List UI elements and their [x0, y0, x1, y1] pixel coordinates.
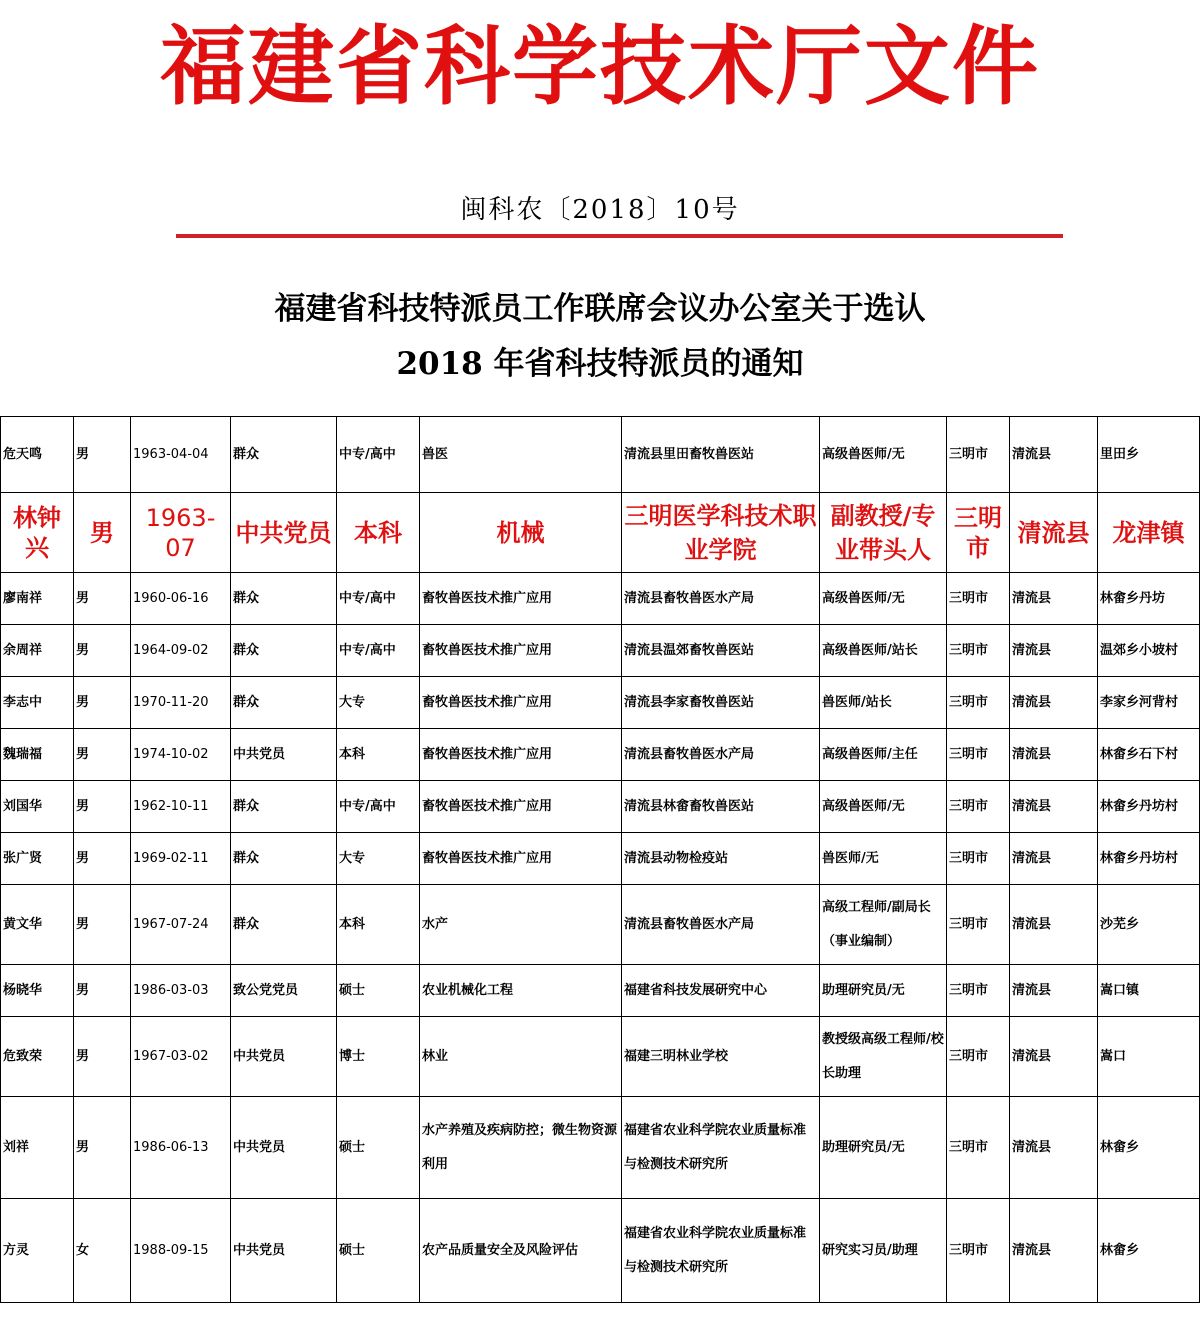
cell-town: 沙芜乡: [1098, 885, 1200, 965]
cell-town: 林畲乡: [1098, 1199, 1200, 1303]
cell-city: 三明市: [947, 573, 1010, 625]
cell-unit: 福建三明林业学校: [622, 1017, 820, 1097]
cell-city: 三明市: [947, 417, 1010, 493]
cell-birth: 1962-10-11: [131, 781, 231, 833]
table-row: [1, 885, 1200, 965]
cell-title: 兽医师/无: [820, 833, 947, 885]
table-row: [1, 833, 1200, 885]
cell-town: 嵩口镇: [1098, 965, 1200, 1017]
cell-specialty: 畜牧兽医技术推广应用: [420, 833, 622, 885]
cell-town: 里田乡: [1098, 417, 1200, 493]
red-divider-line: [176, 234, 1063, 238]
table-row: [1, 1199, 1200, 1303]
cell-county: 清流县: [1010, 1199, 1098, 1303]
cell-city: 三明市: [947, 625, 1010, 677]
specialist-roster-table: [0, 416, 1200, 1303]
cell-political: 中共党员: [231, 1199, 337, 1303]
cell-city: 三明市: [947, 885, 1010, 965]
cell-unit: 清流县动物检疫站: [622, 833, 820, 885]
cell-county: 清流县: [1010, 1097, 1098, 1199]
cell-specialty: 畜牧兽医技术推广应用: [420, 573, 622, 625]
table-row: [1, 573, 1200, 625]
cell-city: 三明市: [947, 965, 1010, 1017]
cell-title: 高级兽医师/站长: [820, 625, 947, 677]
cell-specialty: 兽医: [420, 417, 622, 493]
cell-political: 群众: [231, 781, 337, 833]
cell-county: 清流县: [1010, 1017, 1098, 1097]
cell-title: 高级兽医师/无: [820, 573, 947, 625]
cell-name: 李志中: [1, 677, 74, 729]
cell-county: 清流县: [1010, 781, 1098, 833]
table-row: [1, 1017, 1200, 1097]
cell-political: 中共党员: [231, 729, 337, 781]
cell-town: 嵩口: [1098, 1017, 1200, 1097]
cell-unit: 清流县畜牧兽医水产局: [622, 885, 820, 965]
cell-education: 大专: [337, 677, 420, 729]
cell-specialty: 畜牧兽医技术推广应用: [420, 781, 622, 833]
cell-city: 三明市: [947, 677, 1010, 729]
cell-specialty: 机械: [420, 493, 622, 573]
cell-birth: 1960-06-16: [131, 573, 231, 625]
cell-town: 温郊乡小坡村: [1098, 625, 1200, 677]
table-row: [1, 625, 1200, 677]
cell-title: 高级兽医师/无: [820, 417, 947, 493]
cell-city: 三明市: [947, 1199, 1010, 1303]
document-number: 闽科农〔2018〕10号: [460, 195, 740, 225]
cell-gender: 男: [74, 965, 131, 1017]
cell-birth: 1969-02-11: [131, 833, 231, 885]
table-row: [1, 493, 1200, 573]
cell-name: 危天鸣: [1, 417, 74, 493]
cell-city: 三明市: [947, 1097, 1010, 1199]
cell-name: 魏瑞福: [1, 729, 74, 781]
cell-town: 林畲乡丹坊: [1098, 573, 1200, 625]
cell-county: 清流县: [1010, 573, 1098, 625]
notice-title: [0, 282, 1200, 392]
cell-unit: 清流县林畲畜牧兽医站: [622, 781, 820, 833]
cell-name: 危致荣: [1, 1017, 74, 1097]
cell-education: 本科: [337, 729, 420, 781]
cell-gender: 男: [74, 729, 131, 781]
cell-town: 林畲乡: [1098, 1097, 1200, 1199]
cell-title: 助理研究员/无: [820, 1097, 947, 1199]
cell-city: 三明市: [947, 833, 1010, 885]
cell-county: 清流县: [1010, 417, 1098, 493]
cell-gender: 男: [74, 833, 131, 885]
cell-birth: 1963-04-04: [131, 417, 231, 493]
cell-education: 中专/高中: [337, 573, 420, 625]
cell-city: 三明市: [947, 493, 1010, 573]
table-row: [1, 965, 1200, 1017]
cell-unit: 清流县李家畜牧兽医站: [622, 677, 820, 729]
cell-gender: 男: [74, 1017, 131, 1097]
cell-town: 龙津镇: [1098, 493, 1200, 573]
cell-education: 硕士: [337, 1097, 420, 1199]
cell-name: 杨晓华: [1, 965, 74, 1017]
cell-county: 清流县: [1010, 885, 1098, 965]
cell-name: 张广贤: [1, 833, 74, 885]
table-row: [1, 417, 1200, 493]
table-row: [1, 729, 1200, 781]
notice-title-line-1: 福建省科技特派员工作联席会议办公室关于选认: [274, 291, 926, 327]
cell-name: 方灵: [1, 1199, 74, 1303]
cell-title: 教授级高级工程师/校长助理: [820, 1017, 947, 1097]
cell-title: 研究实习员/助理: [820, 1199, 947, 1303]
cell-birth: 1967-03-02: [131, 1017, 231, 1097]
notice-title-line-2: 2018 年省科技特派员的通知: [396, 346, 804, 382]
cell-county: 清流县: [1010, 729, 1098, 781]
cell-specialty: 畜牧兽医技术推广应用: [420, 625, 622, 677]
cell-education: 大专: [337, 833, 420, 885]
cell-specialty: 畜牧兽医技术推广应用: [420, 677, 622, 729]
cell-political: 中共党员: [231, 1017, 337, 1097]
cell-political: 中共党员: [231, 1097, 337, 1199]
cell-political: 群众: [231, 833, 337, 885]
cell-unit: 清流县温郊畜牧兽医站: [622, 625, 820, 677]
cell-unit: 福建省科技发展研究中心: [622, 965, 820, 1017]
cell-birth: 1963-07: [131, 493, 231, 573]
cell-town: 李家乡河背村: [1098, 677, 1200, 729]
cell-gender: 男: [74, 885, 131, 965]
cell-title: 高级工程师/副局长（事业编制）: [820, 885, 947, 965]
cell-county: 清流县: [1010, 625, 1098, 677]
cell-name: 刘国华: [1, 781, 74, 833]
cell-political: 群众: [231, 417, 337, 493]
table-row: [1, 677, 1200, 729]
cell-name: 林钟兴: [1, 493, 74, 573]
cell-unit: 清流县里田畜牧兽医站: [622, 417, 820, 493]
cell-birth: 1988-09-15: [131, 1199, 231, 1303]
cell-birth: 1986-06-13: [131, 1097, 231, 1199]
cell-specialty: 农业机械化工程: [420, 965, 622, 1017]
cell-gender: 男: [74, 493, 131, 573]
cell-name: 黄文华: [1, 885, 74, 965]
cell-name: 余周祥: [1, 625, 74, 677]
cell-political: 群众: [231, 573, 337, 625]
cell-specialty: 水产: [420, 885, 622, 965]
cell-gender: 男: [74, 677, 131, 729]
cell-specialty: 水产养殖及疾病防控；微生物资源利用: [420, 1097, 622, 1199]
cell-unit: 福建省农业科学院农业质量标准与检测技术研究所: [622, 1097, 820, 1199]
cell-birth: 1970-11-20: [131, 677, 231, 729]
cell-title: 高级兽医师/无: [820, 781, 947, 833]
cell-gender: 男: [74, 1097, 131, 1199]
cell-political: 群众: [231, 677, 337, 729]
cell-political: 致公党党员: [231, 965, 337, 1017]
cell-political: 中共党员: [231, 493, 337, 573]
cell-unit: 清流县畜牧兽医水产局: [622, 729, 820, 781]
cell-specialty: 畜牧兽医技术推广应用: [420, 729, 622, 781]
cell-education: 中专/高中: [337, 625, 420, 677]
cell-education: 本科: [337, 885, 420, 965]
cell-town: 林畲乡丹坊村: [1098, 781, 1200, 833]
cell-unit: 三明医学科技术职业学院: [622, 493, 820, 573]
cell-birth: 1974-10-02: [131, 729, 231, 781]
cell-unit: 福建省农业科学院农业质量标准与检测技术研究所: [622, 1199, 820, 1303]
cell-unit: 清流县畜牧兽医水产局: [622, 573, 820, 625]
cell-education: 中专/高中: [337, 417, 420, 493]
cell-title: 助理研究员/无: [820, 965, 947, 1017]
cell-county: 清流县: [1010, 677, 1098, 729]
cell-education: 中专/高中: [337, 781, 420, 833]
cell-gender: 男: [74, 417, 131, 493]
cell-city: 三明市: [947, 729, 1010, 781]
cell-birth: 1967-07-24: [131, 885, 231, 965]
cell-gender: 男: [74, 781, 131, 833]
table-row: [1, 781, 1200, 833]
cell-town: 林畲乡丹坊村: [1098, 833, 1200, 885]
cell-gender: 男: [74, 625, 131, 677]
cell-education: 本科: [337, 493, 420, 573]
cell-specialty: 农产品质量安全及风险评估: [420, 1199, 622, 1303]
cell-title: 兽医师/站长: [820, 677, 947, 729]
cell-city: 三明市: [947, 781, 1010, 833]
cell-name: 廖南祥: [1, 573, 74, 625]
document-header-title: 福建省科学技术厅文件: [160, 16, 1040, 117]
cell-political: 群众: [231, 625, 337, 677]
cell-name: 刘祥: [1, 1097, 74, 1199]
cell-birth: 1964-09-02: [131, 625, 231, 677]
cell-education: 博士: [337, 1017, 420, 1097]
cell-education: 硕士: [337, 1199, 420, 1303]
cell-county: 清流县: [1010, 965, 1098, 1017]
cell-county: 清流县: [1010, 833, 1098, 885]
cell-title: 副教授/专业带头人: [820, 493, 947, 573]
cell-political: 群众: [231, 885, 337, 965]
cell-county: 清流县: [1010, 493, 1098, 573]
cell-town: 林畲乡石下村: [1098, 729, 1200, 781]
cell-birth: 1986-03-03: [131, 965, 231, 1017]
cell-city: 三明市: [947, 1017, 1010, 1097]
table-row: [1, 1097, 1200, 1199]
cell-gender: 男: [74, 573, 131, 625]
cell-education: 硕士: [337, 965, 420, 1017]
cell-specialty: 林业: [420, 1017, 622, 1097]
cell-gender: 女: [74, 1199, 131, 1303]
cell-title: 高级兽医师/主任: [820, 729, 947, 781]
